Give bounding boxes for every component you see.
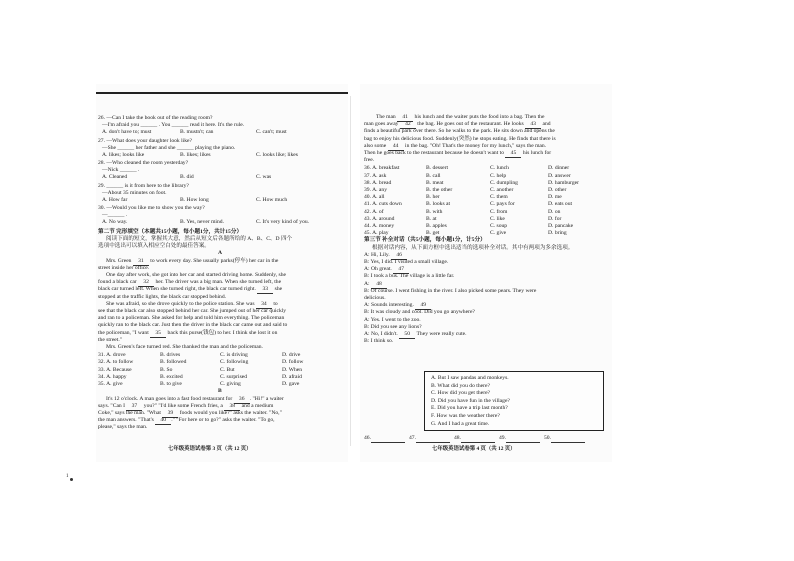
question-reply: —About 35 minutes on foot. (102, 189, 167, 196)
answer-option: 32. A. to follow (98, 359, 134, 366)
answer-blank[interactable] (371, 435, 405, 443)
passage-text: you?" "I'd like some French fries, a (142, 402, 225, 409)
answer-option: B. the other (426, 187, 453, 193)
option-b: B. mustn't; can (180, 129, 214, 135)
dialogue-option: F. How was the weather there? (431, 413, 500, 419)
answer-option: 45. A. play (364, 230, 389, 237)
passage-text: B: Yes, I did. I visited a small village. (364, 259, 449, 265)
answer-option: B. So (160, 366, 173, 373)
passage-text: ." "For here or to go?" asks the waiter. "To go, (171, 417, 275, 424)
passage-text: The man (376, 114, 398, 120)
question-stem: 29. ______ is it from here to the library? (98, 182, 189, 189)
page-gutter (350, 96, 351, 446)
passage-text: delicious. (364, 295, 386, 301)
answer-option: B. get (426, 230, 440, 237)
right-page-content (360, 84, 612, 462)
answer-blank[interactable]: 36 (234, 396, 250, 404)
answer-option: B. call (426, 172, 441, 179)
passage-text: found a black car (98, 279, 139, 286)
passage-text: It's 12 o'clock. A man goes into a fast food restaurant for (106, 395, 234, 402)
answer-option: D. other (548, 187, 567, 193)
answer-option: C. another (490, 187, 514, 193)
left-page-content (96, 84, 348, 462)
answer-blank[interactable]: 39 (162, 410, 178, 418)
passage-label: A (218, 250, 223, 256)
answer-blank[interactable]: 44 (388, 143, 404, 151)
answer-blank[interactable]: 43 (525, 121, 541, 129)
passage-text: bag to enjoy his delicious food. Suddenly(突然) he stops eating. He finds that there is (364, 135, 556, 142)
option-b: B. How long (180, 196, 209, 203)
exam-page-3 (96, 84, 348, 462)
passage-text: B: Did you see any lions? (364, 323, 422, 330)
answer-blank[interactable]: 49 (415, 302, 431, 310)
dialogue-option: B. What did you do there? (431, 382, 490, 389)
answer-option: B. meat (426, 179, 444, 186)
answer-option: D. pancake (548, 223, 574, 229)
answer-blank[interactable]: 47 (393, 266, 409, 274)
passage-text: and ran to a policeman. She asked for help and told him everything. The policeman (98, 315, 285, 322)
option-b: B. likes; likes (180, 151, 211, 158)
passage-text: please," says the man. (98, 424, 148, 431)
answer-option: C. is driving (220, 352, 248, 359)
dialogue-line (364, 288, 536, 295)
answer-option: C. soup (490, 223, 508, 229)
answer-option: C. following (220, 359, 249, 366)
passage-text: She was afraid, so she drove quickly to the police station. She was (106, 300, 256, 307)
passage-line (364, 136, 556, 143)
question-stem: 27. —What does your daughter look like? (98, 137, 192, 144)
section-instruction: 选项中选出可以填入相应空白处的最佳答案。 (98, 243, 210, 249)
passage-line (98, 294, 226, 301)
answer-option: 39. A. any (364, 187, 387, 193)
answer-number: 46. (364, 435, 371, 441)
passage-text: One day after work, she got into her car and started driving home. Suddenly, she (106, 271, 286, 278)
answer-option: B. looks at (426, 201, 451, 208)
dialogue-option: C. How did you get there? (431, 390, 491, 397)
passage-text: to (271, 300, 278, 307)
answer-blank[interactable]: 48 (371, 281, 387, 289)
passage-line (364, 150, 551, 158)
passage-text: her. The driver was a big man. When she turned left, the (154, 279, 282, 286)
answer-option: 43. A. around (364, 215, 395, 222)
answer-option: B. her (426, 194, 440, 201)
passage-text: A: Oh great. (364, 266, 394, 273)
answer-option: D. for (548, 215, 562, 222)
dialogue-line (364, 259, 448, 266)
passage-text: his lunch and the waiter puts the food into a bag. Then the (413, 114, 545, 120)
passage-text: They were really cute. (415, 331, 467, 337)
passage-text: Mrs. Green's face turned red. She thanked the man and the policeman. (106, 343, 263, 350)
passage-line (98, 308, 286, 315)
answer-option: C. give (490, 230, 507, 237)
option-a: A. No way. (102, 219, 128, 226)
answer-option: C. them (490, 194, 508, 201)
answer-option: D. on (548, 208, 561, 215)
passage-text: Coke," says the man. "What (98, 410, 163, 416)
passage-text: see that the black car also stopped behind her car. She jumped out of her car quickly (98, 307, 287, 314)
answer-option: C. like (490, 215, 505, 222)
option-c: C. was (256, 174, 272, 181)
passage-text: A: No, I didn't. (364, 331, 400, 337)
exam-page-4 (360, 84, 612, 462)
answer-option: C. help (490, 172, 507, 179)
passage-line (364, 157, 374, 164)
answer-option: 33. A. Because (98, 366, 132, 373)
option-c: C. looks like; likes (256, 151, 298, 158)
answer-option: C. giving (220, 380, 241, 387)
passage-text: Mrs. Green (106, 257, 133, 264)
answer-option: C. surprised (220, 373, 248, 380)
dialogue-line (364, 338, 393, 345)
answer-option: D. afraid (282, 373, 302, 380)
passage-text: A: Yes. I went to the zoo. (364, 316, 421, 323)
question-reply: —I'm afraid you ______ . You ______ read it here. It's the rule. (102, 122, 245, 128)
passage-text: black car turned left. When she turned right, the black car turned right. (98, 286, 258, 293)
answer-option: C. from (490, 208, 508, 215)
passage-line (98, 424, 147, 431)
answer-option: C. lunch (490, 165, 509, 172)
answer-blank[interactable] (461, 435, 495, 443)
dialogue-line (364, 295, 386, 302)
answer-option: B. apples (426, 223, 447, 229)
page-footer: 七年级英语试卷第 3 页（共 12 页） (168, 446, 252, 452)
passage-line (106, 344, 263, 351)
page-footer: 七年级英语试卷第 4 页（共 12 页） (432, 446, 516, 452)
answer-row (364, 435, 589, 443)
passage-line (98, 330, 277, 338)
answer-option: D. drive (282, 352, 301, 359)
question-stem: 30. —Would you like me to show you the way? (98, 205, 205, 212)
answer-blank[interactable]: 38 (224, 403, 240, 411)
passage-text: free. (364, 157, 375, 164)
option-b: B. Yes, never mind. (180, 219, 224, 226)
passage-text: the policeman, "I want (98, 329, 151, 336)
passage-text: stopped at the traffic lights, the black car stopped behind. (98, 293, 227, 300)
answer-option: 37. A. ask (364, 172, 387, 179)
passage-line (98, 265, 149, 272)
answer-option: D. me (548, 194, 562, 201)
dialogue-option: E. Did you have a trip last month? (431, 405, 508, 412)
option-c: C. It's very kind of you. (256, 219, 310, 226)
passage-text: A: Sounds interesting. (364, 302, 416, 309)
answer-option: C. pays for (490, 201, 515, 208)
answer-blank[interactable]: 32 (138, 279, 154, 287)
answer-blank[interactable]: 34 (256, 301, 272, 309)
passage-text: back this purse(钱包) to her. I think she lost it on (166, 329, 278, 336)
passage-text: B: Of course. I went fishing in the river. I also picked some pears. They were (364, 287, 537, 294)
passage-text: street inside her office. (98, 264, 150, 271)
passage-text: to work every day. She usually parks(停车) her car in the (148, 257, 279, 264)
answer-number: 50. (544, 435, 551, 441)
answer-blank[interactable]: 37 (126, 403, 142, 411)
answer-option: D. bring (548, 230, 567, 237)
answer-option: C. But (220, 366, 235, 373)
dialogue-line (364, 309, 475, 316)
section-instruction: 根据对话内容，从下面方框中选出适当的选项补全对话。其中有两项为多余选项。 (372, 244, 574, 251)
option-a: A. don't have to; must (102, 129, 152, 135)
section-title: 第三节 补全对话（共5小题，每小题1分，计5分） (364, 237, 486, 244)
answer-option: B. to give (160, 380, 182, 387)
passage-text: Then he goes back to the restaurant because he doesn't want to (364, 150, 506, 156)
passage-text: in the bag. "Oh! That's the money for my lunch," says the man. (403, 142, 547, 149)
dialogue-option: D. Did you have fun in the village? (431, 397, 510, 404)
passage-text: and (541, 121, 551, 128)
passage-text: A: Hi, Lily. (364, 251, 392, 258)
passage-text: A: (364, 280, 371, 287)
answer-blank[interactable]: 46 (391, 252, 407, 260)
answer-option: D. answer (548, 172, 571, 179)
option-a: A. Cleaned (102, 174, 128, 181)
answer-number: 49. (499, 435, 506, 441)
option-a: A. How far (102, 196, 128, 203)
answer-blank[interactable]: 35 (150, 330, 166, 338)
passage-text: and a medium (240, 402, 274, 409)
answer-option: B. with (426, 208, 443, 215)
passage-text: finds a beautiful park over there. So he walks to the park. He sits down and opens the (364, 128, 555, 135)
answer-blank[interactable]: 40 (155, 417, 171, 425)
answer-option: B. dessert (426, 165, 449, 172)
passage-text: man goes away (364, 121, 400, 128)
answer-option: D. eats out (548, 201, 573, 208)
passage-line (106, 272, 286, 279)
passage-text: his lunch for (521, 150, 552, 156)
answer-option: 40. A. all (364, 194, 385, 201)
passage-text: quickly ran to the black car. Just then the driver in the black car came out and said to (98, 322, 288, 329)
option-c: C. How much (256, 196, 288, 203)
answer-option: 34. A. happy (98, 373, 127, 380)
scan-dot (70, 478, 73, 481)
answer-blank[interactable] (551, 435, 585, 443)
passage-line (98, 315, 284, 322)
answer-blank[interactable]: 45 (505, 150, 521, 158)
answer-option: D. follow (282, 359, 304, 366)
answer-blank[interactable] (506, 435, 540, 443)
answer-option: 35. A. give (98, 380, 123, 387)
dialogue-line (364, 324, 422, 331)
passage-text: B: I took a bus. The village is a little far. (364, 273, 455, 280)
passage-text: she (273, 286, 283, 293)
answer-number: 48. (454, 435, 461, 441)
option-b: B. did (180, 174, 194, 181)
answer-option: D. When (282, 366, 303, 373)
options-box (424, 371, 604, 431)
answer-option: 44. A. money (364, 223, 395, 229)
passage-text: also some (364, 142, 388, 149)
passage-line (364, 128, 555, 135)
answer-option: 42. A. of (364, 208, 384, 215)
dialogue-line (364, 273, 454, 280)
section-instruction: 阅读下面的短文，掌握其大意，然后从短文后各题所给的 A、B、C、D 四个 (106, 236, 293, 242)
answer-blank[interactable]: 33 (257, 286, 273, 294)
answer-option: 38. A. bread (364, 179, 392, 186)
answer-option: B. at (426, 215, 437, 222)
answer-blank[interactable]: 42 (400, 121, 416, 129)
question-reply: —Nick ______ . (102, 167, 140, 174)
passage-text: says. "Can I (98, 402, 127, 409)
corner-page-mark: 1 (66, 474, 69, 479)
passage-label: B (218, 388, 222, 395)
option-c: C. can't; must (256, 129, 287, 135)
question-reply: —She ______ her father and she ______ playing the piano. (102, 144, 236, 151)
passage-text: the bag. He goes out of the restaurant. He looks (415, 121, 526, 128)
answer-number: 47. (409, 435, 416, 441)
answer-blank[interactable]: 50 (399, 331, 415, 339)
answer-option: 41. A. cuts down (364, 201, 402, 208)
answer-option: D. dinner (548, 165, 570, 172)
answer-blank[interactable]: 41 (397, 114, 413, 122)
answer-option: D. gave (282, 380, 300, 387)
passage-text: foods would you like?" asks the waiter. "No," (178, 410, 282, 416)
passage-line (98, 322, 287, 329)
top-rule (96, 92, 348, 94)
answer-option: D. hamburger (548, 179, 579, 186)
question-stem: 28. —Who cleaned the room yesterday? (98, 160, 189, 167)
answer-option: B. followed (160, 359, 187, 366)
answer-blank[interactable] (416, 435, 450, 443)
answer-option: 36. A. breakfast (364, 165, 400, 172)
passage-text: . "Hi!" a waiter (249, 395, 284, 402)
answer-option: B. drives (160, 352, 181, 359)
dialogue-option: A. But I saw pandas and monkeys. (431, 375, 509, 381)
section-title: 第二节 完形填空（本题共15小题，每小题1分，共计15分） (98, 229, 243, 235)
passage-text: the street." (98, 336, 123, 343)
answer-option: C. dumpling (490, 179, 518, 186)
dialogue-option: G. And I had a great time. (431, 420, 490, 427)
answer-option: 31. A. drove (98, 352, 126, 359)
question-reply: —______ . (102, 212, 128, 219)
dialogue-line (364, 317, 421, 324)
passage-text: B: I think so. (364, 338, 394, 345)
answer-option: B. excited (160, 373, 183, 380)
passage-text: the man answers. "That's (98, 417, 156, 424)
question-stem: 26. —Can I take the book out of the reading room? (98, 115, 213, 121)
passage-line (98, 337, 122, 344)
passage-text: B: It was cloudy and cool. Did you go anywhere? (364, 309, 475, 316)
answer-blank[interactable]: 31 (133, 258, 149, 266)
option-a: A. likes; looks like (102, 151, 145, 158)
